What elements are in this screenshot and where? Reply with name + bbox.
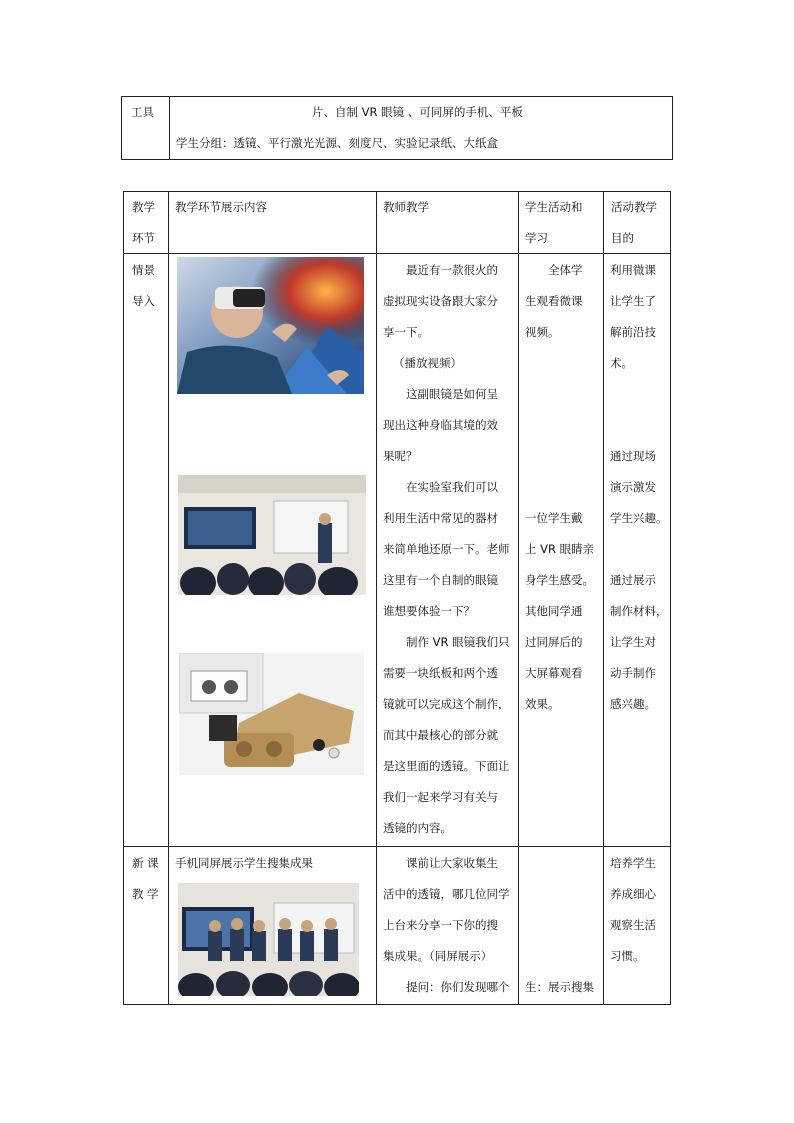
tools-line-2: 学生分组：透镜、平行激光光源、刻度尺、实验记录纸、大纸盒 xyxy=(176,136,498,150)
teacher-line: 上台来分享一下你的搜 xyxy=(383,918,498,932)
header-purpose-2: 目的 xyxy=(611,231,634,245)
cardboard-materials-photo xyxy=(179,653,364,775)
purpose-line: 养成细心 xyxy=(610,887,656,901)
teacher-line: 谁想要体验一下？ xyxy=(383,604,475,618)
purpose-line: 动手制作 xyxy=(610,666,656,680)
purpose-line: 感兴趣。 xyxy=(610,697,656,711)
teacher-line: 在实验室我们可以 xyxy=(406,480,498,494)
row2-content-title: 手机同屏展示学生搜集成果 xyxy=(175,856,313,870)
student-line: 过同屏后的 xyxy=(525,635,583,649)
classroom-demo-photo xyxy=(178,475,366,595)
teacher-line: 提问：你们发现哪个 xyxy=(406,980,510,994)
purpose-line: 演示激发 xyxy=(610,480,656,494)
tools-divider xyxy=(169,96,170,160)
purpose-line: 让学生对 xyxy=(610,635,656,649)
student-line: 生观看微课 xyxy=(525,294,583,308)
teacher-line: 镜就可以完成这个制作， xyxy=(383,697,510,711)
header-student-1: 学生活动和 xyxy=(525,200,583,214)
tools-line-1: 片、自制 VR 眼镜 、可同屏的手机、平板 xyxy=(312,105,523,119)
teacher-line: （播放视频） xyxy=(393,356,462,370)
student-line: 身学生感受。 xyxy=(525,573,594,587)
student-line: 上 VR 眼睛亲 xyxy=(525,542,595,556)
teacher-line: 来简单地还原一下。老师 xyxy=(383,542,510,556)
header-purpose-1: 活动教学 xyxy=(611,200,657,214)
col-line-2 xyxy=(376,191,377,1005)
teacher-line: 果呢？ xyxy=(383,449,418,463)
header-stage-2: 环节 xyxy=(132,231,155,245)
teacher-line: 这里有一个自制的眼镜 xyxy=(383,573,498,587)
teacher-line: 利用生活中常见的器材 xyxy=(383,511,498,525)
header-student-2: 学习 xyxy=(525,231,548,245)
purpose-line: 制作材料， xyxy=(610,604,668,618)
teacher-line: 最近有一款很火的 xyxy=(406,263,498,277)
row-line-header xyxy=(123,253,671,254)
student-line: 其他同学通 xyxy=(525,604,583,618)
tools-label: 工具 xyxy=(131,105,154,119)
student-line: 大屏幕观看 xyxy=(525,666,583,680)
header-teacher: 教师教学 xyxy=(383,200,429,214)
purpose-line: 观察生活 xyxy=(610,918,656,932)
purpose-line: 术。 xyxy=(610,356,633,370)
row2-student-line: 生：展示搜集 xyxy=(525,980,594,994)
col-line-4 xyxy=(603,191,604,1005)
purpose-line: 解前沿技 xyxy=(610,325,656,339)
purpose-line: 通过展示 xyxy=(610,573,656,587)
student-line: 一位学生戴 xyxy=(525,511,583,525)
student-line: 全体学 xyxy=(548,263,583,277)
teacher-line: 活中的透镜，哪几位同学 xyxy=(383,887,510,901)
purpose-line: 利用微课 xyxy=(610,263,656,277)
teacher-line: 是这里面的透镜。下面让 xyxy=(383,759,510,773)
teacher-line: 虚拟现实设备跟大家分 xyxy=(383,294,498,308)
purpose-line: 培养学生 xyxy=(610,856,656,870)
vr-headset-photo xyxy=(177,257,364,394)
purpose-line: 通过现场 xyxy=(610,449,656,463)
row1-stage-1: 情景 xyxy=(132,263,155,277)
header-content: 教学环节展示内容 xyxy=(175,200,267,214)
row2-stage-2: 教 学 xyxy=(132,887,159,901)
header-stage-1: 教学 xyxy=(132,200,155,214)
student-line: 视频。 xyxy=(525,325,560,339)
teacher-line: 享一下。 xyxy=(383,325,429,339)
teacher-line: 需要一块纸板和两个透 xyxy=(383,666,498,680)
teacher-line: 课前让大家收集生 xyxy=(406,856,498,870)
teacher-line: 而其中最核心的部分就 xyxy=(383,728,498,742)
teacher-line: 现出这种身临其境的效 xyxy=(383,418,498,432)
col-line-1 xyxy=(168,191,169,1005)
teacher-line: 这副眼镜是如何呈 xyxy=(406,387,498,401)
row1-stage-2: 导入 xyxy=(132,294,155,308)
row2-stage-1: 新 课 xyxy=(132,856,159,870)
purpose-line: 让学生了 xyxy=(610,294,656,308)
teacher-line: 我们一起来学习有关与 xyxy=(383,790,498,804)
row-line-1 xyxy=(123,846,671,847)
purpose-line: 学生兴趣。 xyxy=(610,511,668,525)
teacher-line: 制作 VR 眼镜我们只 xyxy=(406,635,510,649)
students-presenting-photo xyxy=(178,883,359,996)
teacher-line: 透镜的内容。 xyxy=(383,821,452,835)
col-line-3 xyxy=(518,191,519,1005)
student-line: 效果。 xyxy=(525,697,560,711)
purpose-line: 习惯。 xyxy=(610,949,645,963)
teacher-line: 集成果。（同屏展示） xyxy=(383,949,493,963)
